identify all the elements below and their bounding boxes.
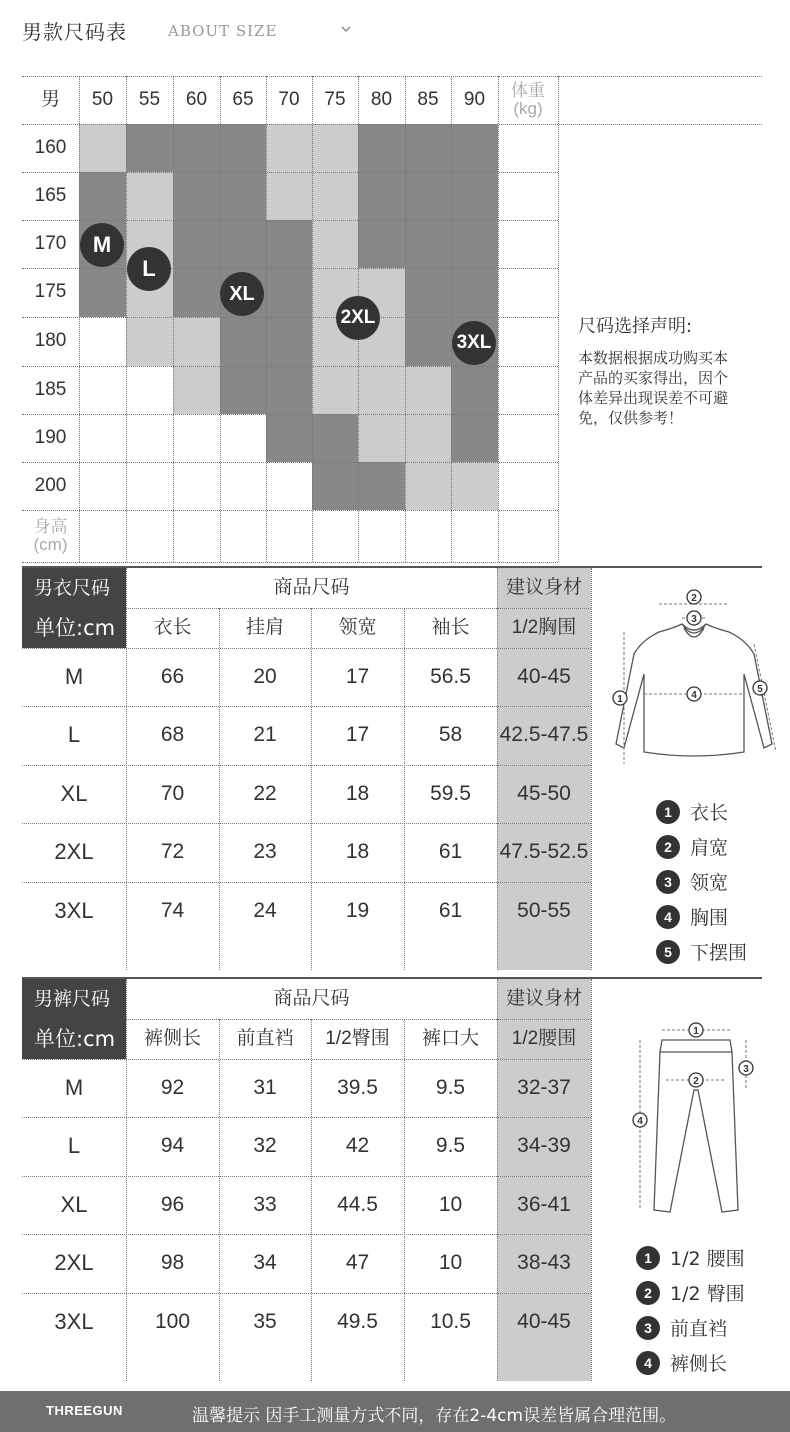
grid-cell xyxy=(405,220,451,268)
grid-line xyxy=(173,76,174,562)
row-size: L xyxy=(67,1133,81,1159)
grid-line xyxy=(220,76,221,562)
grid-cell xyxy=(451,366,498,414)
row-value: 92 xyxy=(160,1076,185,1099)
row-size: XL xyxy=(60,1191,88,1217)
size-badge: 2XL xyxy=(336,296,380,340)
height-label: 185 xyxy=(34,379,67,400)
column-header: 1/2臀围 xyxy=(325,1028,390,1049)
diagram-marker-label: 1 xyxy=(617,694,623,705)
legend-number-icon: 2 xyxy=(636,1281,660,1305)
legend-label: 1/2 腰围 xyxy=(670,1248,745,1270)
grid-line xyxy=(22,510,558,511)
grid-cell xyxy=(358,124,405,172)
grid-cell xyxy=(79,172,126,220)
row-value: 70 xyxy=(160,781,185,805)
weight-height-grid xyxy=(0,0,790,566)
grid-cell xyxy=(312,172,358,220)
row-value: 10 xyxy=(438,1192,463,1216)
page-subtitle: ABOUT SIZE xyxy=(168,22,278,40)
column-header: 领宽 xyxy=(338,617,377,638)
legend-number-icon: 3 xyxy=(636,1316,660,1340)
grid-cell xyxy=(451,124,498,172)
grid-cell xyxy=(126,414,173,462)
grid-line xyxy=(22,366,558,367)
legend-item xyxy=(636,1349,727,1376)
grid-cell xyxy=(451,220,498,268)
grid-cell xyxy=(451,462,498,510)
grid-line xyxy=(22,220,558,221)
grid-cell xyxy=(173,220,220,268)
grid-cell xyxy=(220,317,266,366)
grid-line xyxy=(312,76,313,562)
height-axis-label xyxy=(22,518,79,554)
table-label: 男裤尺码 xyxy=(22,979,126,1019)
legend-item xyxy=(636,1279,745,1306)
legend-number-icon: 2 xyxy=(656,835,680,859)
column-header: 前直裆 xyxy=(236,1028,294,1049)
row-size: 2XL xyxy=(54,1250,94,1276)
weight-label: 60 xyxy=(185,89,208,110)
grid-cell xyxy=(405,124,451,172)
row-value: 58 xyxy=(438,723,463,747)
row-suggest: 50-55 xyxy=(517,898,571,922)
table-unit: 单位:cm xyxy=(22,608,126,648)
legend-label: 肩宽 xyxy=(690,837,729,859)
brand-logo: THREEGUN xyxy=(46,1403,123,1418)
height-label: 190 xyxy=(34,427,67,448)
size-badge: M xyxy=(80,223,124,267)
grid-cell xyxy=(126,124,173,172)
grid-cell xyxy=(451,172,498,220)
row-value: 35 xyxy=(253,1309,277,1333)
row-value: 61 xyxy=(438,898,463,922)
row-value: 74 xyxy=(160,898,185,922)
grid-cell xyxy=(312,220,358,268)
grid-line xyxy=(451,76,452,562)
height-label: 175 xyxy=(34,281,67,302)
row-suggest: 38-43 xyxy=(517,1251,571,1275)
row-value: 59.5 xyxy=(430,781,471,805)
grid-cell xyxy=(266,172,312,220)
row-value: 20 xyxy=(253,665,277,688)
diagram-marker-label: 2 xyxy=(691,593,697,604)
row-value: 72 xyxy=(160,840,185,864)
legend-label: 下摆围 xyxy=(690,942,748,964)
row-value: 98 xyxy=(160,1251,185,1275)
grid-cell xyxy=(358,414,405,462)
legend-label: 裤侧长 xyxy=(670,1353,728,1375)
diagram-marker xyxy=(687,687,701,701)
grid-cell xyxy=(220,220,266,268)
grid-line xyxy=(405,76,406,562)
table-line xyxy=(497,1019,591,1020)
row-suggest: 40-45 xyxy=(517,1309,571,1333)
grid-cell xyxy=(126,366,173,414)
legend-number-icon: 3 xyxy=(656,870,680,894)
row-value: 68 xyxy=(160,723,185,747)
column-header: 袖长 xyxy=(431,617,470,638)
group-header: 商品尺码 xyxy=(273,988,350,1009)
row-value: 44.5 xyxy=(337,1192,378,1216)
grid-cell xyxy=(126,462,173,510)
grid-line xyxy=(79,76,80,562)
legend-label: 胸围 xyxy=(690,907,729,929)
grid-cell xyxy=(126,172,173,220)
grid-cell xyxy=(173,124,220,172)
height-label: 160 xyxy=(34,137,67,158)
row-value: 100 xyxy=(154,1309,191,1333)
row-suggest: 47.5-52.5 xyxy=(499,840,589,864)
row-suggest: 34-39 xyxy=(517,1134,571,1158)
pants-diagram xyxy=(626,1020,766,1220)
legend-item xyxy=(636,1314,727,1341)
grid-cell xyxy=(79,414,126,462)
row-value: 18 xyxy=(345,781,370,805)
row-value: 17 xyxy=(345,723,370,747)
diagram-marker xyxy=(689,1023,703,1037)
grid-cell xyxy=(126,317,173,366)
row-size: XL xyxy=(60,780,88,806)
grid-cell xyxy=(173,268,220,317)
grid-cell xyxy=(266,366,312,414)
grid-cell xyxy=(220,172,266,220)
grid-cell xyxy=(266,414,312,462)
diagram-marker xyxy=(739,1061,753,1075)
row-size: 3XL xyxy=(54,1308,94,1334)
row-suggest: 42.5-47.5 xyxy=(499,723,589,747)
grid-cell xyxy=(358,220,405,268)
grid-cell xyxy=(79,124,126,172)
weight-axis-text: (kg) xyxy=(513,99,543,118)
row-value: 24 xyxy=(253,898,277,922)
grid-cell xyxy=(405,414,451,462)
legend-item xyxy=(656,798,728,825)
grid-cell xyxy=(358,172,405,220)
weight-label: 55 xyxy=(138,89,161,110)
row-value: 39.5 xyxy=(337,1076,378,1099)
grid-line xyxy=(22,172,558,173)
weight-label: 50 xyxy=(91,89,114,110)
height-label: 165 xyxy=(34,185,67,206)
grid-cell xyxy=(173,172,220,220)
row-value: 10 xyxy=(438,1251,463,1275)
grid-cell xyxy=(312,462,358,510)
grid-line xyxy=(266,76,267,562)
legend-item xyxy=(656,833,728,860)
grid-cell xyxy=(79,268,126,317)
column-header: 衣长 xyxy=(153,617,192,638)
grid-line xyxy=(22,268,558,269)
row-suggest: 36-41 xyxy=(517,1192,571,1216)
weight-label: 85 xyxy=(417,89,439,110)
grid-cell xyxy=(220,462,266,510)
footer-tip: 温馨提示 因手工测量方式不同，存在2-4cm误差皆属合理范围。 xyxy=(192,1406,677,1426)
grid-cell xyxy=(405,317,451,366)
weight-label: 65 xyxy=(232,89,254,110)
row-size: M xyxy=(64,664,84,689)
weight-label: 80 xyxy=(370,89,393,110)
column-header: 裤侧长 xyxy=(143,1028,201,1049)
height-axis-text: (cm) xyxy=(33,535,68,554)
diagram-marker-label: 3 xyxy=(743,1064,749,1075)
grid-cell xyxy=(405,462,451,510)
row-value: 18 xyxy=(345,840,370,864)
diagram-marker-label: 1 xyxy=(693,1026,699,1037)
grid-cell xyxy=(173,414,220,462)
grid-cell xyxy=(266,462,312,510)
row-size: L xyxy=(67,722,81,748)
grid-cell xyxy=(266,220,312,268)
row-value: 34 xyxy=(253,1251,277,1275)
legend-number-icon: 4 xyxy=(656,905,680,929)
suggest-header: 建议身材 xyxy=(505,577,582,598)
row-value: 47 xyxy=(345,1251,370,1275)
diagram-marker xyxy=(613,691,627,705)
row-value: 94 xyxy=(160,1134,185,1158)
row-value: 33 xyxy=(253,1192,277,1216)
legend-number-icon: 1 xyxy=(636,1246,660,1270)
row-value: 31 xyxy=(253,1076,277,1099)
grid-cell xyxy=(79,462,126,510)
size-badge: XL xyxy=(220,272,264,316)
legend-number-icon: 4 xyxy=(636,1351,660,1375)
suggest-column-header: 1/2胸围 xyxy=(511,617,577,638)
row-value: 42 xyxy=(345,1134,370,1158)
grid-line xyxy=(22,317,558,318)
grid-line xyxy=(22,562,558,563)
page-title: 男款尺码表 xyxy=(22,20,127,44)
diagram-marker xyxy=(687,590,701,604)
row-value: 9.5 xyxy=(435,1076,466,1099)
row-value: 61 xyxy=(438,840,463,864)
row-size: M xyxy=(64,1075,84,1100)
diagram-marker-label: 2 xyxy=(693,1076,699,1087)
group-header: 商品尺码 xyxy=(273,577,350,598)
legend-label: 1/2 臀围 xyxy=(670,1283,745,1305)
row-size: 3XL xyxy=(54,897,94,923)
grid-cell xyxy=(312,124,358,172)
table-line xyxy=(497,608,591,609)
diagram-marker xyxy=(753,681,767,695)
grid-cell xyxy=(312,366,358,414)
grid-cell xyxy=(451,268,498,317)
grid-cell xyxy=(79,366,126,414)
row-value: 19 xyxy=(345,898,370,922)
row-value: 22 xyxy=(253,781,277,805)
grid-cell xyxy=(173,317,220,366)
row-value: 32 xyxy=(253,1134,277,1158)
grid-cell xyxy=(312,414,358,462)
diagram-marker xyxy=(689,1073,703,1087)
suggest-column-header: 1/2腰围 xyxy=(511,1028,577,1049)
grid-cell xyxy=(358,462,405,510)
height-axis-text: 身高 xyxy=(33,517,68,536)
grid-cell xyxy=(79,317,126,366)
statement-title: 尺码选择声明: xyxy=(578,316,693,337)
row-suggest: 45-50 xyxy=(517,781,571,805)
statement-body: 本数据根据成功购买本产品的买家得出，因个体差异出现误差不可避免，仅供参考！ xyxy=(578,349,729,427)
suggest-header: 建议身材 xyxy=(505,988,582,1009)
table-label: 男衣尺码 xyxy=(22,568,126,608)
row-value: 21 xyxy=(253,723,277,747)
diagram-marker-label: 5 xyxy=(757,684,763,695)
row-value: 17 xyxy=(345,665,370,688)
column-header: 挂肩 xyxy=(245,617,284,638)
column-header: 裤口大 xyxy=(421,1028,479,1049)
grid-cell xyxy=(220,124,266,172)
row-value: 56.5 xyxy=(430,665,471,688)
footer-bar xyxy=(0,1391,790,1432)
legend-label: 前直裆 xyxy=(670,1318,728,1340)
row-value: 49.5 xyxy=(337,1309,378,1333)
grid-cell xyxy=(358,366,405,414)
weight-axis-text: 体重 xyxy=(511,81,545,100)
grid-line xyxy=(22,124,762,125)
row-size: 2XL xyxy=(54,839,94,865)
grid-cell xyxy=(405,268,451,317)
weight-axis-label xyxy=(498,82,558,118)
diagram-marker-label: 4 xyxy=(691,690,697,701)
grid-cell xyxy=(220,366,266,414)
legend-item xyxy=(656,903,728,930)
height-label: 170 xyxy=(34,233,67,254)
row-value: 96 xyxy=(160,1192,185,1216)
grid-cell xyxy=(266,268,312,317)
row-value: 10.5 xyxy=(430,1309,471,1333)
grid-cell xyxy=(173,462,220,510)
row-suggest: 40-45 xyxy=(517,665,571,688)
diagram-marker xyxy=(687,611,701,625)
grid-cell xyxy=(220,414,266,462)
grid-cell xyxy=(405,366,451,414)
grid-cell xyxy=(451,414,498,462)
weight-label: 75 xyxy=(324,89,346,110)
grid-line xyxy=(22,414,558,415)
grid-cell xyxy=(266,317,312,366)
grid-line xyxy=(22,462,558,463)
legend-item xyxy=(636,1244,745,1271)
weight-label: 90 xyxy=(463,89,486,110)
size-badge: 3XL xyxy=(452,321,496,365)
height-label: 200 xyxy=(34,475,67,496)
legend-number-icon: 1 xyxy=(656,800,680,824)
legend-label: 领宽 xyxy=(690,872,729,894)
legend-number-icon: 5 xyxy=(656,940,680,964)
grid-line xyxy=(498,76,499,562)
diagram-marker-label: 4 xyxy=(637,1116,643,1127)
legend-label: 衣长 xyxy=(690,802,729,824)
table-unit: 单位:cm xyxy=(22,1019,126,1059)
row-value: 23 xyxy=(253,840,277,864)
height-label: 180 xyxy=(34,330,67,351)
row-value: 9.5 xyxy=(435,1134,466,1158)
grid-cell xyxy=(405,172,451,220)
shirt-diagram xyxy=(604,584,784,774)
diagram-marker-label: 3 xyxy=(691,614,697,625)
row-value: 66 xyxy=(160,665,185,688)
diagram-marker xyxy=(633,1113,647,1127)
grid-line xyxy=(558,76,559,562)
grid-corner-label: 男 xyxy=(40,89,60,110)
size-badge: L xyxy=(127,247,171,291)
grid-cell xyxy=(173,366,220,414)
legend-item xyxy=(656,938,747,965)
weight-label: 70 xyxy=(278,89,300,110)
grid-cell xyxy=(266,124,312,172)
row-suggest: 32-37 xyxy=(517,1076,571,1099)
grid-line xyxy=(126,76,127,562)
legend-item xyxy=(656,868,728,895)
